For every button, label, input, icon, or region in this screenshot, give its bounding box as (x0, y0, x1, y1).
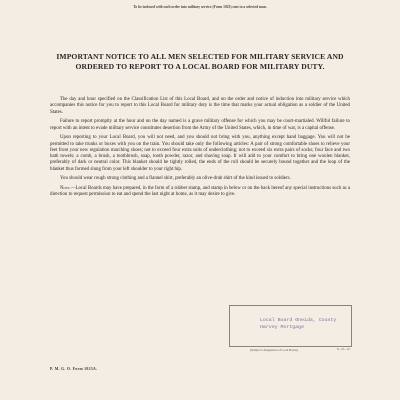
top-instruction-note: To be inclosed with each order into military service (Form 1023) sent to a selected man. (133, 5, 267, 9)
paragraph-failure-to-report: Failure to report promptly at the hour and on the day named is a grave military offense for which you may be court-martialed. Willful failure to report with an intent to evade military service constitutes desertion from the Army of the United States, which, in time of war, is a capital offense. (50, 119, 350, 131)
rubber-stamp-impression (260, 317, 336, 331)
stamp-line-2: Harvey Mortgage (260, 325, 305, 330)
paragraph-baggage-articles: Upon reporting to your Local Board, you will not need, and you should not bring with you, anything except hand baggage. You will not be permitted to take trunks or boxes with you on the train. You should take only the following articles: A pair of strong comfortable shoes to relieve your feet from your new regulation marching shoes; not to exceed four extra suits of underclothing; not to exceed six extra pairs of socks; four face and two bath towels; a comb, a brush, a toothbrush, soap, tooth powder, razor, and shaving soap. It will add to your comfort to bring one woolen blanket, preferably of dark or neutral color. This blanket should be tightly rolled, the ends of the roll should be securely bound together and the loop of the blanket thus formed slung from your left shoulder to your right hip. (50, 135, 350, 172)
notice-body (50, 97, 350, 199)
paragraph-clothing: You should wear rough strong clothing and a flannel shirt, preferably an olive-drab shirt of the kind issued to soldiers. (60, 176, 291, 182)
stamp-caption: (Stamp for designation of Local Board.) (250, 348, 299, 352)
print-code: 8—10—16 (337, 348, 350, 351)
stamp-line-1: Local Board Oneida, County (260, 318, 337, 323)
note-text: —Local Boards may have prepared, in the form of a rubber stamp, and stamp in below or on the back hereof any special instructions such as a direction to request permission to eat and spend the last night at home, as it may desire to give. (50, 186, 350, 198)
form-number: P. M. G. O. Form 1023A. (50, 367, 98, 371)
notice-title: IMPORTANT NOTICE TO ALL MEN SELECTED FOR MILITARY SERVICE AND ORDERED TO REPORT TO A LOCAL BOARD FOR MILITARY DUTY. (56, 52, 344, 71)
note-lead: Note. (60, 186, 71, 192)
paragraph-reporting-time: The day and hour specified on the Classification List of this Local Board, and on the order and notice of induction into military service which accompanies this notice for you to report to this Local Board for military duty is the time that marks your actual obligation as a soldier of the United States. (50, 97, 350, 115)
paragraph-note (50, 186, 350, 199)
local-board-stamp-box (229, 305, 352, 347)
